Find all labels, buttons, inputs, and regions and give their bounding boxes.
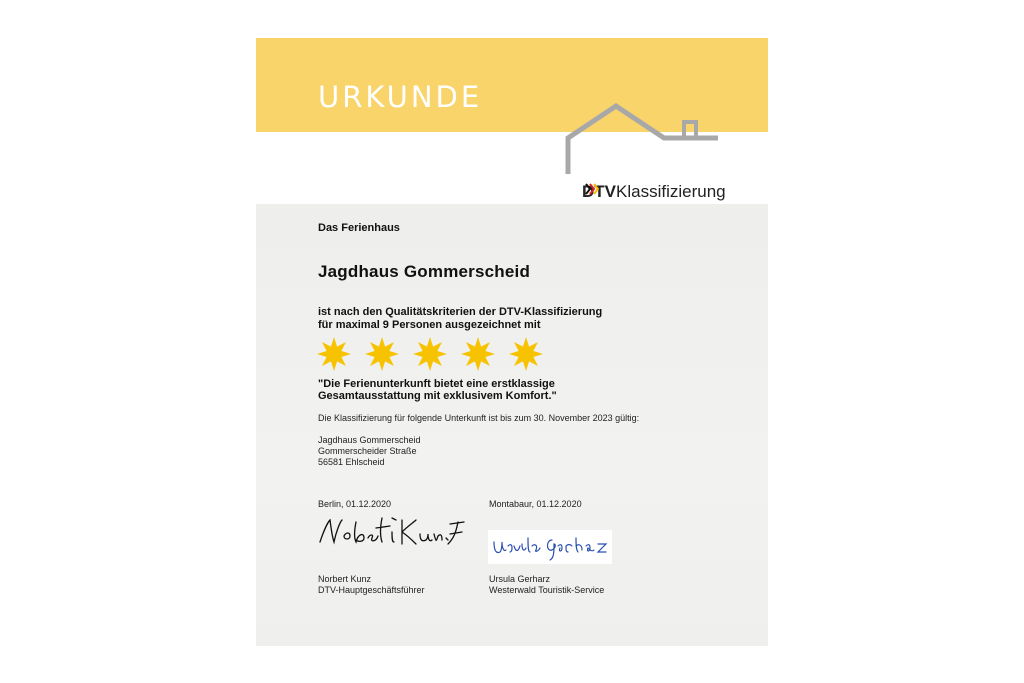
- star-icon: [365, 337, 399, 371]
- rating-quote: [318, 378, 557, 402]
- quote-line-1: "Die Ferienunterkunft bietet eine erstklassige: [318, 378, 555, 390]
- dtv-logo: [564, 100, 768, 220]
- left-signatory: [318, 574, 425, 596]
- property-address: [318, 435, 421, 468]
- quote-line-2: Gesamtausstattung mit exklusivem Komfort.": [318, 390, 557, 402]
- certificate-body: [256, 204, 768, 646]
- quality-statement: [318, 306, 602, 332]
- star-icon: [461, 337, 495, 371]
- logo-wordmark: [582, 182, 726, 202]
- left-signatory-role: DTV-Hauptgeschäftsführer: [318, 585, 425, 595]
- signature-ursula-gerharz-stroke: [488, 530, 612, 564]
- logo-klassifizierung: Klassifizierung: [616, 182, 726, 201]
- star-icon: [317, 337, 351, 371]
- right-signatory-role: Westerwald Touristik-Service: [489, 585, 605, 595]
- star-icon: [509, 337, 543, 371]
- house-roof-icon: [564, 100, 768, 220]
- left-signatory-name: Norbert Kunz: [318, 574, 372, 584]
- left-place-date: Berlin, 01.12.2020: [318, 499, 392, 509]
- certificate: [256, 38, 768, 646]
- right-signatory: [489, 574, 604, 596]
- quality-line-2: für maximal 9 Personen ausgezeichnet mit: [318, 319, 541, 331]
- chevrons-icon: [585, 182, 599, 196]
- right-place-date: Montabaur, 01.12.2020: [489, 499, 582, 509]
- quality-line-1: ist nach den Qualitätskriterien der DTV-Klassifizierung: [318, 306, 603, 318]
- address-line-2: Gommerscheider Straße: [318, 446, 417, 456]
- logo-dtv: DTV: [582, 182, 616, 201]
- certificate-title: URKUNDE: [318, 80, 483, 114]
- property-name: Jagdhaus Gommerscheid: [318, 262, 531, 281]
- address-line-3: 56581 Ehlscheid: [318, 457, 385, 467]
- star-icon: [413, 337, 447, 371]
- right-signatory-name: Ursula Gerharz: [489, 574, 551, 584]
- validity-note: Die Klassifizierung für folgende Unterkunft ist bis zum 30. November 2023 gültig:: [318, 413, 640, 423]
- intro-text: Das Ferienhaus: [318, 222, 400, 234]
- signature-norbert-kunz: [316, 512, 466, 548]
- signature-ursula-gerharz: [488, 530, 612, 564]
- address-line-1: Jagdhaus Gommerscheid: [318, 435, 421, 445]
- star-rating: [316, 336, 556, 372]
